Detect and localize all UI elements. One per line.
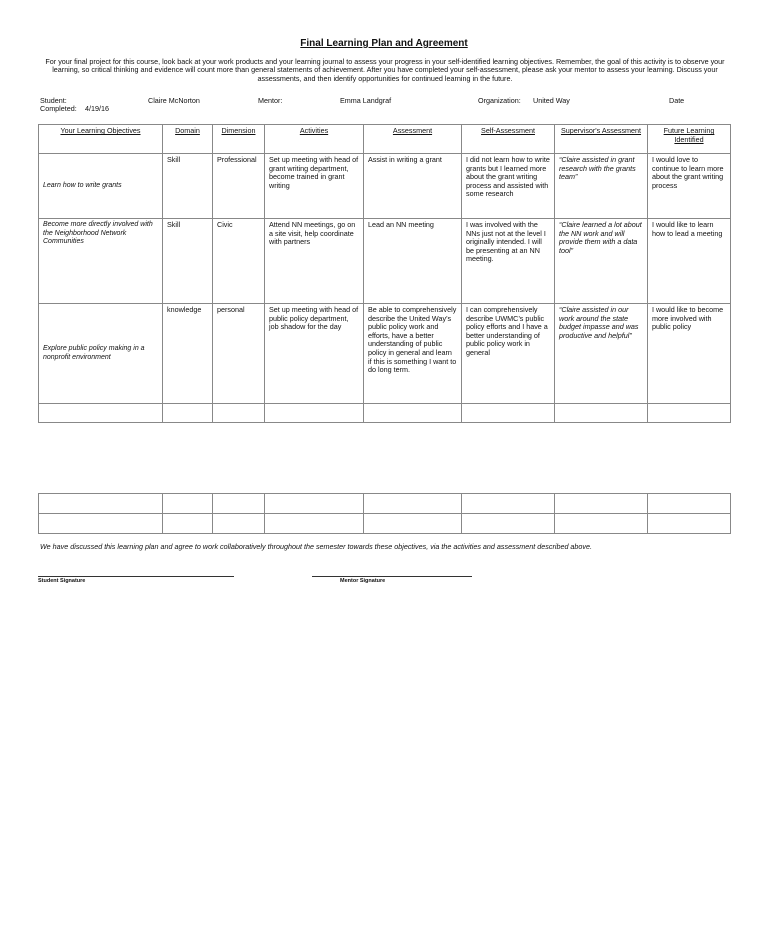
agreement-statement: We have discussed this learning plan and agree to work collaboratively throughout the semester towards these objectives, via the activities and assessment described above. bbox=[40, 542, 593, 551]
assessment-cell: Be able to comprehensively describe the United Way’s public policy work and efforts, have a better understanding of public policy in general and learn if this is something I want to do long term. bbox=[364, 304, 462, 404]
supervisor-assessment-cell: “Claire learned a lot about the NN work and will provide them with a data tool” bbox=[555, 219, 648, 304]
objective-cell: Learn how to write grants bbox=[39, 154, 163, 219]
header-activities: Activities bbox=[265, 125, 364, 154]
student-label: Student: bbox=[40, 96, 67, 105]
activities-cell: Set up meeting with head of public policy department, job shadow for the day bbox=[265, 304, 364, 404]
empty-row bbox=[39, 494, 731, 514]
table-row bbox=[39, 219, 731, 304]
future-learning-cell: I would like to become more involved with public policy bbox=[648, 304, 731, 404]
header-self-assessment: Self-Assessment bbox=[462, 125, 555, 154]
activities-cell: Attend NN meetings, go on a site visit, help coordinate with partners bbox=[265, 219, 364, 304]
domain-cell: knowledge bbox=[163, 304, 213, 404]
mentor-signature-line[interactable] bbox=[312, 576, 472, 577]
organization-label: Organization: bbox=[478, 96, 521, 105]
completed-label: Completed: bbox=[40, 104, 77, 113]
future-learning-cell: I would like to learn how to lead a meeting bbox=[648, 219, 731, 304]
student-name: Claire McNorton bbox=[148, 96, 200, 105]
mentor-label: Mentor: bbox=[258, 96, 283, 105]
date-label: Date bbox=[669, 96, 685, 105]
objective-cell: Explore public policy making in a nonprofit environment bbox=[39, 304, 163, 404]
header-supervisor-assessment: Supervisor's Assessment bbox=[555, 125, 648, 154]
self-assessment-cell: I can comprehensively describe UWMC’s public policy efforts and I have a better understanding of public policy work in general bbox=[462, 304, 555, 404]
domain-cell: Skill bbox=[163, 219, 213, 304]
mentor-name: Emma Landgraf bbox=[340, 96, 392, 105]
header-domain: Domain bbox=[163, 125, 213, 154]
empty-row bbox=[39, 404, 731, 423]
supervisor-assessment-cell: “Claire assisted in grant research with the grants team” bbox=[555, 154, 648, 219]
self-assessment-cell: I did not learn how to write grants but I learned more about the grant writing process and assisted with some research bbox=[462, 154, 555, 219]
student-signature-line[interactable] bbox=[38, 576, 234, 577]
header-future-learning: Future Learning Identified bbox=[648, 125, 731, 154]
learning-plan-table bbox=[38, 124, 731, 423]
domain-cell: Skill bbox=[163, 154, 213, 219]
continuation-table bbox=[38, 493, 731, 534]
header-objectives: Your Learning Objectives bbox=[39, 125, 163, 154]
objective-cell: Become more directly involved with the Neighborhood Network Communities bbox=[39, 219, 163, 304]
self-assessment-cell: I was involved with the NNs just not at the level I originally intended. I will be presenting at an NN meeting. bbox=[462, 219, 555, 304]
dimension-cell: personal bbox=[213, 304, 265, 404]
activities-cell: Set up meeting with head of grant writing department, become trained in grant writing bbox=[265, 154, 364, 219]
organization-name: United Way bbox=[533, 96, 570, 105]
header-assessment: Assessment bbox=[364, 125, 462, 154]
table-row bbox=[39, 154, 731, 219]
table-row bbox=[39, 304, 731, 404]
completed-date: 4/19/16 bbox=[85, 104, 109, 113]
dimension-cell: Professional bbox=[213, 154, 265, 219]
empty-row bbox=[39, 514, 731, 534]
assessment-cell: Lead an NN meeting bbox=[364, 219, 462, 304]
page-title: Final Learning Plan and Agreement bbox=[300, 38, 468, 49]
supervisor-assessment-cell: “Claire assisted in our work around the state budget impasse and was productive and helpful” bbox=[555, 304, 648, 404]
header-row bbox=[39, 125, 731, 154]
assessment-cell: Assist in writing a grant bbox=[364, 154, 462, 219]
intro-paragraph: For your final project for this course, look back at your work products and your learning journal to assess your progress in your self-identified learning objectives. Remember, the goal of this activity is to observe your learning, so critical thinking and evidence will count more than general statements of achievement. After you have completed your self-assessment, please ask your mentor to assess your learning. Discuss your assessments, and then identify opportunities for continued learning in the future. bbox=[45, 57, 725, 83]
dimension-cell: Civic bbox=[213, 219, 265, 304]
mentor-signature-label: Mentor Signature bbox=[340, 578, 386, 584]
header-dimension: Dimension bbox=[213, 125, 265, 154]
future-learning-cell: I would love to continue to learn more about the grant writing process bbox=[648, 154, 731, 219]
student-signature-label: Student Signature bbox=[38, 578, 86, 584]
